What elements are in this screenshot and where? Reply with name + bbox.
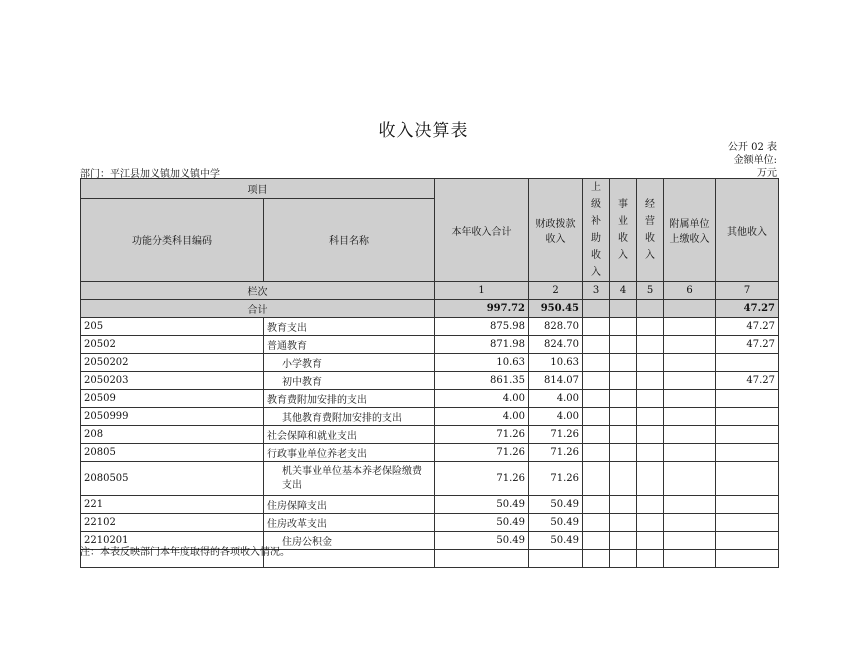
row-code: 2050202 (81, 354, 264, 372)
header-project: 项目 (81, 179, 435, 199)
row-name: 行政事业单位养老支出 (264, 444, 435, 462)
table-row (81, 408, 779, 426)
header-operating: 经 营 收 入 (637, 179, 664, 282)
sum-business (610, 300, 637, 318)
row-name: 教育支出 (264, 318, 435, 336)
unit-value: 万元 (757, 168, 777, 179)
row-total: 871.98 (435, 336, 529, 354)
column-number: 2 (529, 282, 583, 300)
sum-affiliated (664, 300, 716, 318)
row-total: 50.49 (435, 532, 529, 550)
table-row (81, 336, 779, 354)
column-number: 6 (664, 282, 716, 300)
header-affiliated: 附属单位上缴收入 (664, 179, 716, 282)
row-fiscal: 71.26 (529, 444, 583, 462)
row-fiscal: 4.00 (529, 408, 583, 426)
row-code: 205 (81, 318, 264, 336)
header-name: 科目名称 (264, 198, 435, 281)
sum-operating (637, 300, 664, 318)
row-name: 机关事业单位基本养老保险缴费支出 (264, 462, 435, 496)
row-other (716, 354, 779, 372)
row-fiscal: 50.49 (529, 496, 583, 514)
row-name: 住房公积金 (264, 532, 435, 550)
row-name: 初中教育 (264, 372, 435, 390)
row-other (716, 444, 779, 462)
row-total: 10.63 (435, 354, 529, 372)
row-code: 2050999 (81, 408, 264, 426)
table-row (81, 354, 779, 372)
row-code: 221 (81, 496, 264, 514)
row-total: 71.26 (435, 444, 529, 462)
table-row (81, 444, 779, 462)
sum-row (81, 300, 779, 318)
row-total: 861.35 (435, 372, 529, 390)
header-total: 本年收入合计 (435, 179, 529, 282)
column-number: 4 (610, 282, 637, 300)
row-total: 50.49 (435, 496, 529, 514)
unit-label: 金额单位: (733, 155, 777, 166)
row-fiscal: 71.26 (529, 426, 583, 444)
form-number: 公开 02 表 (727, 142, 777, 153)
row-name: 小学教育 (264, 354, 435, 372)
sum-fiscal: 950.45 (529, 300, 583, 318)
column-number: 1 (435, 282, 529, 300)
row-name: 普通教育 (264, 336, 435, 354)
row-other (716, 426, 779, 444)
row-fiscal: 814.07 (529, 372, 583, 390)
row-fiscal: 71.26 (529, 462, 583, 496)
row-other (716, 390, 779, 408)
header-superior: 上 级 补 助 收 入 (583, 179, 610, 282)
row-fiscal: 4.00 (529, 390, 583, 408)
sum-other: 47.27 (716, 300, 779, 318)
row-total: 71.26 (435, 426, 529, 444)
header-row-project (81, 179, 779, 199)
column-number: 7 (716, 282, 779, 300)
income-table (80, 178, 779, 568)
row-other: 47.27 (716, 318, 779, 336)
sum-total: 997.72 (435, 300, 529, 318)
table-note: 注：本表反映部门本年度取得的各项收入情况。 (80, 547, 290, 558)
header-other: 其他收入 (716, 179, 779, 282)
table-row (81, 390, 779, 408)
table-row (81, 514, 779, 532)
department-label: 部门：平江县加义镇加义镇中学 (80, 169, 220, 180)
sum-label: 合计 (81, 300, 435, 318)
sum-superior (583, 300, 610, 318)
row-code: 20805 (81, 444, 264, 462)
row-code: 22102 (81, 514, 264, 532)
row-total: 50.49 (435, 514, 529, 532)
row-other (716, 514, 779, 532)
row-fiscal: 824.70 (529, 336, 583, 354)
row-fiscal: 10.63 (529, 354, 583, 372)
row-code: 2210201 (81, 532, 264, 550)
row-code: 208 (81, 426, 264, 444)
header-fiscal: 财政拨款收入 (529, 179, 583, 282)
row-other: 47.27 (716, 372, 779, 390)
row-other (716, 408, 779, 426)
table-row (81, 462, 779, 496)
table-row (81, 496, 779, 514)
row-name: 住房改革支出 (264, 514, 435, 532)
row-total: 4.00 (435, 390, 529, 408)
page-title: 收入决算表 (378, 121, 469, 141)
column-number: 3 (583, 282, 610, 300)
row-fiscal: 828.70 (529, 318, 583, 336)
row-code: 2050203 (81, 372, 264, 390)
row-code: 2080505 (81, 462, 264, 496)
row-fiscal: 50.49 (529, 532, 583, 550)
row-name: 社会保障和就业支出 (264, 426, 435, 444)
header-business: 事 业 收 入 (610, 179, 637, 282)
row-name: 其他教育费附加安排的支出 (264, 408, 435, 426)
header-code: 功能分类科目编码 (81, 198, 264, 281)
column-number: 5 (637, 282, 664, 300)
row-name: 住房保障支出 (264, 496, 435, 514)
row-name: 教育费附加安排的支出 (264, 390, 435, 408)
row-other: 47.27 (716, 336, 779, 354)
row-other (716, 496, 779, 514)
row-other (716, 532, 779, 550)
table-row (81, 318, 779, 336)
row-code: 20502 (81, 336, 264, 354)
table-row (81, 372, 779, 390)
row-code: 20509 (81, 390, 264, 408)
table-row (81, 426, 779, 444)
row-total: 4.00 (435, 408, 529, 426)
row-total: 71.26 (435, 462, 529, 496)
row-other (716, 462, 779, 496)
row-total: 875.98 (435, 318, 529, 336)
row-fiscal: 50.49 (529, 514, 583, 532)
column-number-row (81, 282, 779, 300)
column-label: 栏次 (81, 282, 435, 300)
